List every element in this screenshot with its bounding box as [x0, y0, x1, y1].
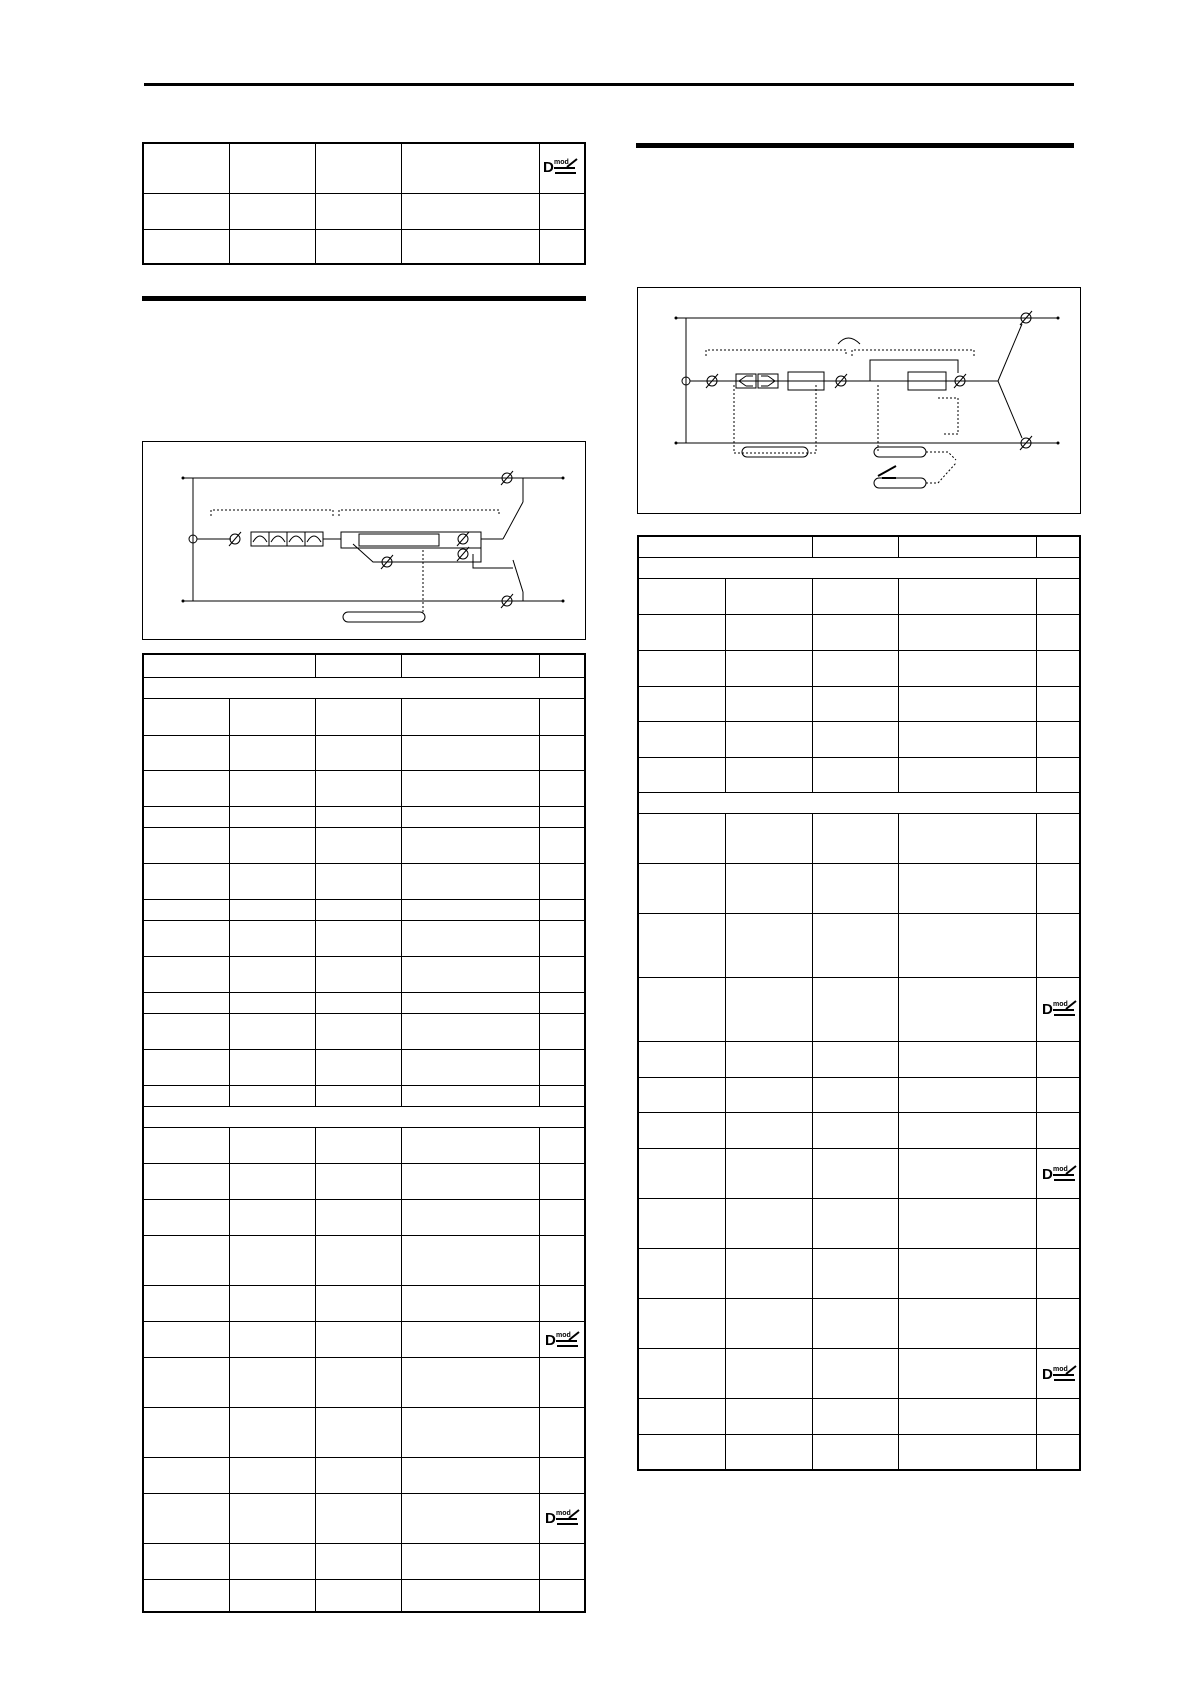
- svg-text:mod: mod: [556, 1510, 571, 1517]
- svg-text:mod: mod: [1053, 1366, 1068, 1373]
- dmod-icon: [1041, 998, 1079, 1018]
- left-signal-flow-diagram: [142, 441, 586, 640]
- svg-text:D: D: [1042, 1366, 1053, 1383]
- svg-text:D: D: [1042, 1001, 1053, 1018]
- page-header-rule: [144, 83, 1074, 86]
- svg-text:mod: mod: [1053, 1001, 1068, 1008]
- right-section-rule: [636, 143, 1074, 148]
- svg-text:mod: mod: [554, 159, 569, 166]
- dmod-icon: [1041, 1163, 1079, 1183]
- dmod-icon: [544, 1507, 582, 1527]
- svg-text:D: D: [545, 1332, 556, 1349]
- dmod-icon: [544, 1329, 582, 1349]
- dmod-icon: [542, 156, 580, 176]
- svg-text:D: D: [545, 1510, 556, 1527]
- svg-text:mod: mod: [1053, 1166, 1068, 1173]
- svg-text:D: D: [1042, 1166, 1053, 1183]
- top-left-parameter-table: [142, 142, 586, 265]
- svg-text:mod: mod: [556, 1332, 571, 1339]
- dmod-icon: [1041, 1363, 1079, 1383]
- svg-text:D: D: [543, 159, 554, 176]
- left-parameter-table: [142, 653, 586, 1613]
- left-section-rule: [142, 296, 586, 301]
- right-parameter-table: [637, 535, 1081, 1471]
- right-signal-flow-diagram: [637, 287, 1081, 514]
